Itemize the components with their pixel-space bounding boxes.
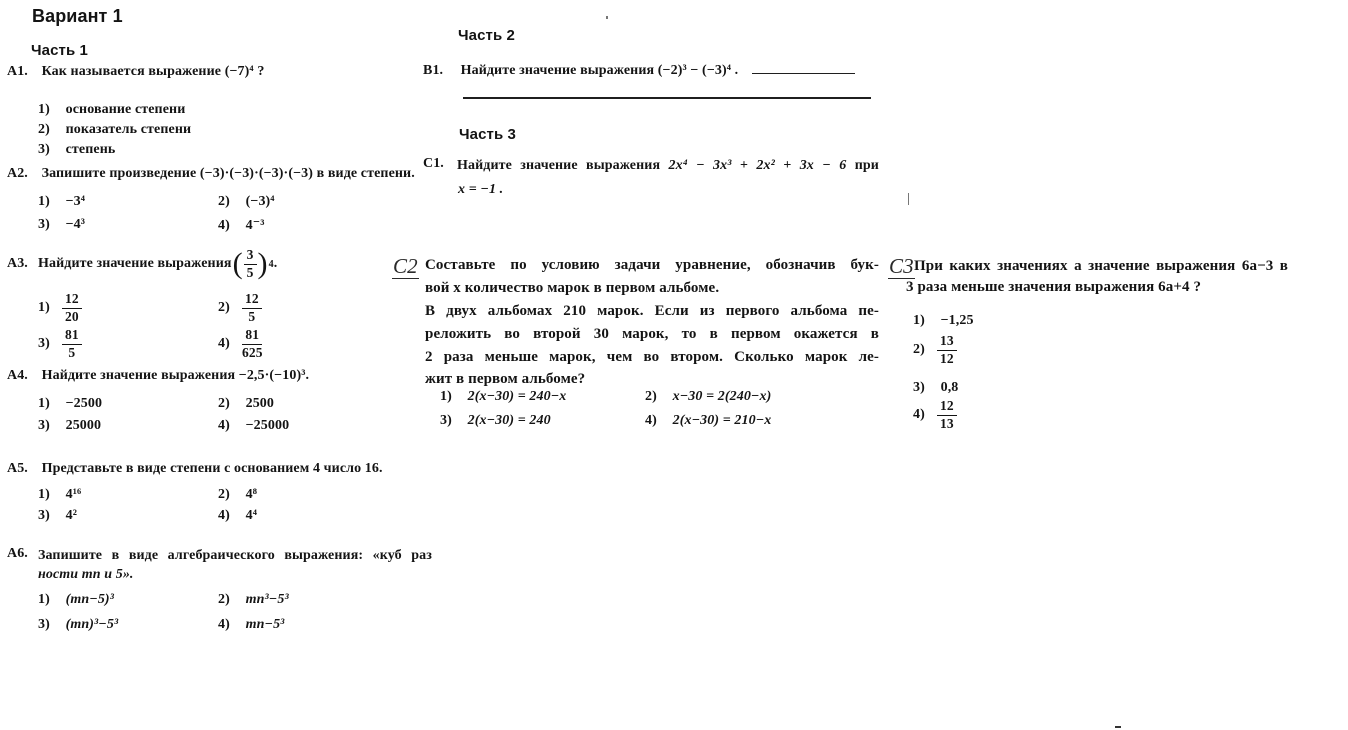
fraction-denominator: 20 [65, 308, 79, 324]
fraction [62, 292, 82, 325]
option-item [38, 328, 82, 361]
option-item [913, 313, 974, 329]
option-value: 2(x−30) = 240−x [467, 389, 567, 404]
option-item [218, 194, 275, 210]
question-label: А5. [7, 461, 28, 476]
part2-title: Часть 2 [458, 27, 516, 44]
fraction [244, 248, 257, 281]
question-text-line2: 3 раза меньше значения выражения 6a+4 ? [906, 279, 1202, 295]
option-mark: 2) [218, 396, 230, 411]
option-item [38, 194, 85, 210]
open-paren: ( [232, 247, 243, 281]
option-mark: 2) [645, 389, 657, 404]
option-item [218, 396, 274, 412]
scan-artifact-dash [1115, 726, 1121, 728]
option-item [218, 508, 257, 524]
option-value: 0,8 [940, 380, 959, 395]
question-a1 [7, 64, 264, 80]
fraction-denominator: 5 [248, 308, 256, 324]
question-a6 [7, 546, 432, 565]
option-value: −25000 [245, 418, 290, 433]
option-value: −2500 [65, 396, 103, 411]
fraction-denominator: 13 [940, 415, 954, 431]
option-item [218, 617, 284, 633]
option-mark: 3) [38, 217, 50, 232]
exponent: 4 [268, 258, 274, 270]
fraction-denominator: 5 [68, 344, 76, 360]
task-label-c2: C2 [393, 254, 418, 278]
option-mark: 3) [38, 617, 50, 632]
option-item [913, 399, 957, 432]
option-item [38, 592, 114, 608]
paragraph-line: вой x количество марок в первом альбоме. [425, 280, 720, 296]
option-value: показатель степени [65, 122, 192, 137]
option-mark: 2) [218, 194, 230, 209]
option-item [913, 380, 958, 396]
option-item [440, 413, 551, 429]
option-value: (mn)³−5³ [65, 617, 119, 632]
fraction-numerator: 81 [62, 328, 82, 345]
option-mark: 1) [38, 487, 50, 502]
answer-blank-line [752, 60, 855, 74]
part1-title: Часть 1 [31, 42, 89, 59]
question-label: А6. [7, 546, 28, 561]
question-label: А1. [7, 64, 28, 79]
fraction-denominator: 625 [242, 344, 263, 360]
question-text: Найдите значение выражения [38, 256, 232, 272]
option-mark: 3) [38, 142, 50, 157]
option-item [38, 418, 101, 434]
question-label: А3. [7, 256, 28, 272]
question-text-line2: x = −1 . [458, 182, 504, 197]
option-item [38, 617, 118, 633]
option-mark: 1) [913, 313, 925, 328]
option-mark: 4) [913, 407, 925, 423]
scan-artifact-dot [606, 16, 608, 19]
option-value: (mn−5)³ [65, 592, 114, 607]
question-label: В1. [423, 63, 444, 78]
option-item [38, 142, 115, 158]
option-mark: 2) [38, 122, 50, 137]
option-value: 2(x−30) = 210−x [672, 413, 772, 428]
fraction-numerator: 81 [242, 328, 262, 345]
task-label-c3: C3 [889, 254, 914, 278]
question-b1 [423, 60, 855, 79]
question-text: Найдите значение выражения [460, 63, 655, 78]
option-value: 4¹⁶ [65, 487, 82, 502]
scan-artifact-tick [908, 193, 909, 205]
option-item [38, 487, 81, 503]
option-item [218, 292, 262, 325]
option-mark: 3) [38, 508, 50, 523]
variant-title: Вариант 1 [32, 6, 123, 26]
option-item [218, 592, 289, 608]
option-item [645, 389, 771, 405]
option-value: mn−5³ [245, 617, 285, 632]
option-mark: 2) [218, 592, 230, 607]
question-a4 [7, 368, 309, 384]
close-paren: ) [257, 247, 268, 281]
option-mark: 3) [913, 380, 925, 395]
option-item [645, 413, 771, 429]
option-mark: 2) [913, 342, 925, 358]
option-mark: 2) [218, 487, 230, 502]
option-item [38, 396, 102, 412]
question-text: Запишите произведение (−3)·(−3)·(−3)·(−3) в виде степени. [41, 166, 415, 181]
option-value: 2(x−30) = 240 [467, 413, 551, 428]
option-value: (−3)⁴ [245, 194, 275, 209]
option-item [38, 122, 191, 138]
question-a3 [7, 248, 277, 281]
option-item [38, 217, 85, 233]
question-tail: . [273, 256, 278, 272]
option-mark: 4) [218, 508, 230, 523]
fraction [937, 334, 957, 367]
paragraph-line: жит в первом альбоме? [425, 371, 586, 387]
fraction [937, 399, 957, 432]
fraction-numerator: 12 [937, 399, 957, 416]
option-value: x−30 = 2(240−x) [672, 389, 772, 404]
question-expression: (−2)³ − (−3)⁴ . [657, 63, 739, 78]
option-mark: 4) [218, 418, 230, 433]
paragraph-line: В двух альбомах 210 марок. Если из первого альбома пе- [425, 303, 879, 319]
question-a2 [7, 166, 415, 182]
paragraph-line: 2 раза меньше марок, чем во втором. Сколько марок ле- [425, 349, 879, 365]
option-value: основание степени [65, 102, 186, 117]
option-mark: 3) [38, 418, 50, 433]
fraction [242, 292, 262, 325]
question-label: А2. [7, 166, 28, 181]
question-text-line2: ности mn и 5». [38, 567, 134, 582]
question-expression: 2x⁴ − 3x³ + 2x² + 3x − 6 [668, 158, 847, 173]
question-tail: ? [257, 64, 265, 79]
part3-title: Часть 3 [459, 126, 517, 143]
question-text: Найдите значение выражения [457, 158, 661, 173]
option-mark: 4) [218, 336, 230, 352]
option-item [218, 487, 257, 503]
fraction-denominator: 5 [246, 264, 254, 280]
question-text-line1: При каких значениях a значение выражения 6a−3 в [914, 258, 1288, 274]
option-item [218, 418, 289, 434]
option-item [218, 328, 263, 361]
question-text: Как называется выражение [41, 64, 222, 79]
question-a5 [7, 461, 383, 477]
option-mark: 3) [440, 413, 452, 428]
question-c1 [423, 156, 879, 176]
question-expression: (−7)⁴ [224, 64, 254, 79]
option-item [38, 292, 82, 325]
question-text: Найдите значение выражения −2,5·(−10)³. [41, 368, 310, 383]
option-value: степень [65, 142, 116, 157]
option-item [38, 102, 185, 118]
paragraph-line: реложить во второй 30 марок, то в первом окажется в [425, 326, 879, 342]
fraction-numerator: 13 [937, 334, 957, 351]
option-item [913, 334, 957, 367]
fraction-denominator: 12 [940, 350, 954, 366]
answer-rule [463, 97, 871, 99]
fraction-numerator: 3 [244, 248, 257, 265]
option-mark: 1) [38, 396, 50, 411]
fraction [242, 328, 263, 361]
option-value: 25000 [65, 418, 102, 433]
fraction [62, 328, 82, 361]
question-text: Представьте в виде степени с основанием 4 число 16. [41, 461, 383, 476]
option-value: 2500 [245, 396, 275, 411]
option-item [38, 508, 77, 524]
question-label: А4. [7, 368, 28, 383]
option-mark: 1) [38, 194, 50, 209]
question-label: С1. [423, 156, 444, 171]
option-value: 4² [65, 508, 78, 523]
paragraph-line: Составьте по условию задачи уравнение, обозначив бук- [425, 257, 879, 273]
option-item [218, 217, 265, 234]
fraction-numerator: 12 [242, 292, 262, 309]
option-value: mn³−5³ [245, 592, 289, 607]
option-mark: 1) [440, 389, 452, 404]
fraction-numerator: 12 [62, 292, 82, 309]
option-mark: 4) [218, 617, 230, 632]
option-mark: 4) [218, 218, 230, 233]
option-mark: 3) [38, 336, 50, 352]
option-value: 4⁴ [245, 508, 258, 523]
option-value: 4⁻³ [245, 218, 265, 233]
option-value: −3⁴ [65, 194, 86, 209]
question-text-line1: Запишите в виде алгебраического выражения: «куб раз [38, 548, 432, 563]
option-value: 4⁸ [245, 487, 258, 502]
option-mark: 1) [38, 102, 50, 117]
question-text-line1 [457, 156, 879, 176]
option-mark: 2) [218, 300, 230, 316]
option-value: −1,25 [940, 313, 974, 328]
option-item [440, 389, 566, 405]
option-value: −4³ [65, 217, 86, 232]
option-mark: 1) [38, 592, 50, 607]
question-tail: при [854, 158, 879, 173]
option-mark: 4) [645, 413, 657, 428]
option-mark: 1) [38, 300, 50, 316]
